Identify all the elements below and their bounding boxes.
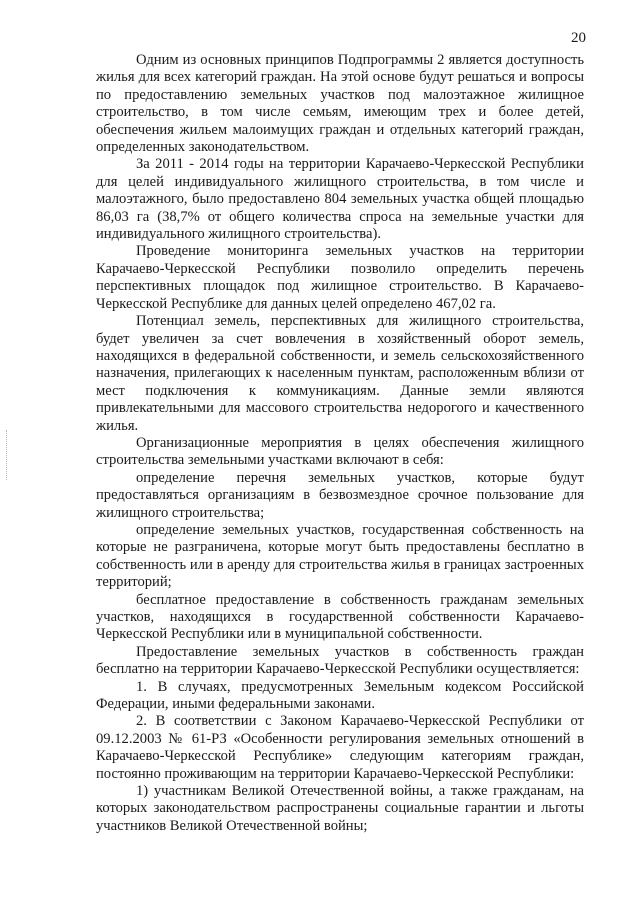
paragraph-statistics: За 2011 - 2014 годы на территории Карачаево-Черкесской Республики для целей индивидуального жилищного строительства, в том числе и малоэтажного, было предоставлено 804 земельных участка общей площадью 86,03 га (38,7% от общего количества спроса на земельные участки для индивидуального жилищного строительства). — [96, 156, 584, 243]
page-number: 20 — [571, 30, 586, 46]
paragraph-land-potential: Потенциал земель, перспективных для жилищного строительства, будет увеличен за счет вовлечения в хозяйственный оборот земель, находящихся в федеральной собственности, и земель сельскохозяйственного назначения, прилегающих к населенным пунктам, расположенным вблизи от мест подключения к коммуникациям. Данные земли являются привлекательными для массового строительства недорогого и качественного жилья. — [96, 313, 584, 434]
list-item: определение земельных участков, государственная собственность на которые не разграничена, которые могут быть предоставлены бесплатно в собственность или в аренду для строительства жилья в границах застроенных территорий; — [96, 521, 584, 591]
paragraph-principles: Одним из основных принципов Подпрограммы 2 является доступность жилья для всех категорий граждан. На этой основе будут решаться и вопросы по предоставлению земельных участков под малоэтажное жилищное строительство, в том числе семьям, имеющим трех и более детей, обеспечения жильем малоимущих граждан и отдельных категорий граждан, определенных законодательством. — [96, 52, 584, 156]
list-item: 2. В соответствии с Законом Карачаево-Черкесской Республики от 09.12.2003 № 61-РЗ «Особенности регулирования земельных отношений в Карачаево-Черкесской Республике» следующим категориям граждан, постоянно проживающим на территории Карачаево-Черкесской Республики: — [96, 713, 584, 782]
list-item: определение перечня земельных участков, которые будут предоставляться организациям в безвозмездное срочное пользование для жилищного строительства; — [96, 469, 584, 521]
list-item: 1. В случаях, предусмотренных Земельным кодексом Российской Федерации, иными федеральными законами. — [96, 678, 584, 713]
list-item: 1) участникам Великой Отечественной войны, а также гражданам, на которых законодательством распространены социальные гарантии и льготы участников Великой Отечественной войны; — [96, 783, 584, 834]
paragraph-organizational-measures: Организационные мероприятия в целях обеспечения жилищного строительства земельными участками включают в себя: — [96, 434, 584, 469]
document-body — [96, 52, 584, 835]
paragraph-monitoring: Проведение мониторинга земельных участков на территории Карачаево-Черкесской Республики позволило определить перечень перспективных площадок под жилищное строительство. В Карачаево-Черкесской Республике для данных целей определено 467,02 га. — [96, 243, 584, 312]
list-item: бесплатное предоставление в собственность гражданам земельных участков, находящихся в государственной собственности Карачаево-Черкесской Республики или в муниципальной собственности. — [96, 591, 584, 643]
paragraph-free-provision: Предоставление земельных участков в собственность граждан бесплатно на территории Карачаево-Черкесской Республики осуществляется: — [96, 643, 584, 678]
scan-margin-marks — [6, 430, 11, 480]
